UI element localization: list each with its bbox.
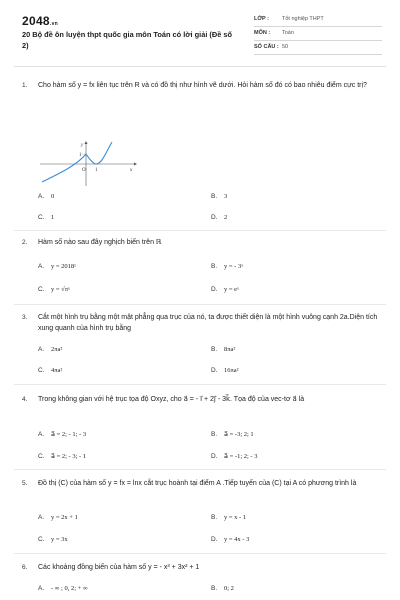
option-a[interactable]: [38, 585, 88, 592]
curve: [42, 142, 112, 182]
question-divider: [14, 553, 386, 554]
logo-suffix: .vn: [49, 21, 59, 27]
option-key: D.: [211, 286, 218, 293]
option-value: y = 2x + 1: [51, 514, 78, 521]
question-divider: [14, 469, 386, 470]
option-key: A.: [38, 263, 45, 270]
x-tick-label: 1: [95, 168, 98, 173]
question-number: 3.: [22, 314, 28, 321]
y-tick-label: 1: [79, 153, 82, 158]
meta-count-label: SỐ CÂU :: [254, 44, 279, 50]
header-divider: [14, 66, 386, 67]
option-c[interactable]: [38, 536, 68, 543]
option-key: C.: [38, 536, 45, 543]
option-key: A.: [38, 514, 45, 521]
question-text: Hàm số nào sau đây nghịch biến trên ℝ: [38, 239, 162, 246]
x-axis-label: x: [130, 168, 133, 173]
option-value: y = 4x - 3: [224, 536, 250, 543]
option-key: B.: [211, 193, 218, 200]
option-d[interactable]: [211, 536, 249, 543]
option-key: C.: [38, 286, 45, 293]
question-number: 5.: [22, 480, 28, 487]
option-c[interactable]: [38, 367, 62, 374]
option-value: 3: [224, 193, 228, 200]
option-value: 2: [224, 214, 228, 221]
option-key: C.: [38, 367, 45, 374]
option-value: 2πa²: [51, 346, 63, 353]
option-key: B.: [211, 263, 218, 270]
document-title: 20 Bộ đề ôn luyện thpt quốc gia môn Toán có lời giải (Đề số 2): [22, 30, 233, 50]
option-c[interactable]: [38, 452, 86, 460]
function-graph: [38, 140, 138, 188]
option-value: a⃗ = -1; 2; - 3: [224, 453, 258, 460]
question-text: Cho hàm số y = fx liên tục trên R và có đồ thị như hình vẽ dưới. Hỏi hàm số đó có bao nhiêu điểm cực trị?: [38, 82, 367, 89]
option-a[interactable]: [38, 263, 76, 270]
question-divider: [14, 230, 386, 231]
meta-subject: [254, 27, 382, 41]
x-axis-arrow: [134, 163, 137, 166]
option-value: y = 2018ˣ: [51, 263, 77, 270]
option-value: y = x - 1: [224, 514, 247, 521]
option-value: 4πa²: [51, 367, 63, 374]
option-d[interactable]: [211, 367, 239, 374]
option-value: a⃗ = 2; - 3; - 1: [51, 453, 87, 460]
option-value: 16πa²: [224, 367, 239, 374]
option-value: - ∞ ; 0, 2; + ∞: [51, 585, 88, 592]
option-b[interactable]: [211, 193, 227, 200]
meta-grade: [254, 13, 382, 27]
meta-subject-label: MÔN :: [254, 30, 271, 36]
option-b[interactable]: [211, 430, 254, 438]
option-value: y = √πˣ: [51, 286, 70, 293]
option-key: C.: [38, 214, 45, 221]
question-divider: [14, 384, 386, 385]
option-key: D.: [211, 214, 218, 221]
option-value: 8πa²: [224, 346, 236, 353]
option-key: D.: [211, 536, 218, 543]
option-a[interactable]: [38, 346, 62, 353]
question-text: Trong không gian với hệ trục tọa độ Oxyz, cho a⃗ = - i⃗ + 2j⃗ - 3k⃗. Tọa độ của vec-tơ a⃗ là: [38, 396, 305, 403]
option-value: a⃗ = 2; - 1; - 3: [51, 431, 87, 438]
option-b[interactable]: [211, 346, 235, 353]
option-key: A.: [38, 585, 45, 592]
option-value: y = 3x: [51, 536, 68, 543]
meta-count: [254, 41, 382, 55]
option-key: B.: [211, 346, 218, 353]
option-key: B.: [211, 431, 218, 438]
question-number: 1.: [22, 82, 28, 89]
option-key: B.: [211, 514, 218, 521]
option-value: 0: [51, 193, 55, 200]
question-number: 6.: [22, 564, 28, 571]
option-d[interactable]: [211, 452, 257, 460]
meta-count-value: 50: [282, 44, 289, 50]
question-text: Các khoảng đồng biến của hàm số y = - x³ + 3x² + 1: [38, 564, 200, 571]
option-key: A.: [38, 346, 45, 353]
meta-subject-value: Toán: [282, 30, 294, 36]
option-b[interactable]: [211, 514, 246, 521]
option-key: A.: [38, 431, 45, 438]
question-text: Cắt một hình trụ bằng một mặt phẳng qua trục của nó, ta được thiết diện là một hình vuông cạnh 2a.Diện tích xung quanh của hình trụ bằng: [38, 314, 378, 332]
option-key: D.: [211, 367, 218, 374]
option-value: y = - 3ˣ: [224, 263, 244, 270]
option-value: 1: [51, 214, 55, 221]
option-value: a⃗ = -3; 2; 1: [224, 431, 254, 438]
origin-label: O: [82, 168, 86, 173]
option-value: y = eˣ: [224, 286, 239, 293]
option-a[interactable]: [38, 514, 78, 521]
meta-grade-value: Tốt nghiệp THPT: [282, 16, 324, 22]
logo-text: 2048: [22, 14, 50, 28]
option-a[interactable]: [38, 193, 54, 200]
option-key: C.: [38, 453, 45, 460]
y-axis-arrow: [85, 141, 88, 144]
option-c[interactable]: [38, 214, 54, 221]
option-c[interactable]: [38, 286, 70, 293]
option-d[interactable]: [211, 286, 239, 293]
option-b[interactable]: [211, 585, 234, 592]
meta-grade-label: LỚP :: [254, 16, 269, 22]
option-key: D.: [211, 453, 218, 460]
question-divider: [14, 304, 386, 305]
y-axis-label: y: [81, 143, 84, 148]
site-logo[interactable]: [22, 14, 58, 28]
option-key: A.: [38, 193, 45, 200]
option-key: B.: [211, 585, 218, 592]
option-d[interactable]: [211, 214, 227, 221]
question-text: Đồ thị (C) của hàm số y = fx = lnx cắt trục hoành tại điểm A .Tiếp tuyến của (C) tại A có phương trình là: [38, 480, 357, 487]
option-value: 0; 2: [224, 585, 234, 592]
question-number: 2.: [22, 239, 28, 246]
header: [0, 0, 400, 64]
option-b[interactable]: [211, 263, 243, 270]
option-a[interactable]: [38, 430, 86, 438]
question-number: 4.: [22, 396, 28, 403]
